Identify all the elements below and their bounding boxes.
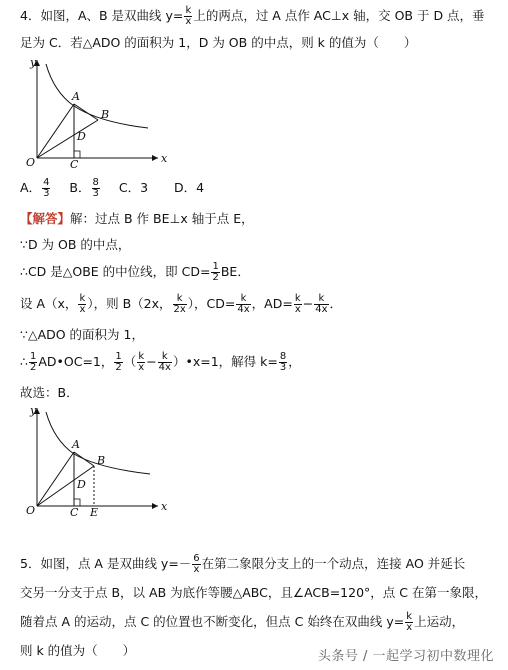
solution-line5: ∵△ADO 的面积为 1， xyxy=(20,327,144,342)
q4-figure xyxy=(18,56,168,168)
label-c: C xyxy=(70,506,79,516)
solution-line7: 故选：B． xyxy=(20,385,79,400)
solution-figure xyxy=(18,404,168,516)
label-x: x xyxy=(161,500,168,513)
solution-line1: 【解答】解：过点 B 作 BE⊥x 轴于点 E， xyxy=(20,211,254,226)
option-c: C．3 xyxy=(118,180,149,195)
label-d: D xyxy=(77,130,86,143)
label-x: x xyxy=(161,152,168,165)
q5-line4: 则 k 的值为（ ） xyxy=(20,643,136,658)
q4-line2: 足为 C．若△ADO 的面积为 1，D 为 OB 的中点，则 k 的值为（ ） xyxy=(20,35,417,50)
label-y: y xyxy=(30,404,37,417)
watermark: 头条号 / 一起学习初中数理化 xyxy=(317,649,494,664)
q5-line2: 交另一分支于点 B，以 AB 为底作等腰△ABC，且∠ACB=120°，点 C 在第一象限， xyxy=(20,585,487,600)
fraction-k-over-x: $\frac{k}{x}$ xyxy=(185,5,192,27)
solution-line2: ∵D 为 OB 的中点， xyxy=(20,237,131,252)
label-o: O xyxy=(26,504,36,516)
solution-line6: ∴ $\frac{1}{2}$ AD•OC=1， $\frac{1}{2}$ （ $\frac{k}{x}$ − $\frac{k}{4x}$ ）•x=1，解得 k= $\frac{8}{3}$ ， xyxy=(20,351,301,373)
label-o: O xyxy=(26,156,36,168)
solution-line3: ∴CD 是△OBE 的中位线，即 CD= $\frac{1}{2}$ BE． xyxy=(20,261,250,283)
label-d: D xyxy=(77,478,86,491)
label-b: B xyxy=(97,454,106,467)
q5-line3: 随着点 A 的运动，点 C 的位置也不断变化，但点 C 始终在双曲线 y= $\frac{k}{x}$ 上运动， xyxy=(20,611,465,633)
option-d: D．4 xyxy=(174,180,205,195)
option-a-fraction: $\frac{4}{3}$ xyxy=(43,177,50,199)
label-c: C xyxy=(70,158,79,168)
fraction-6-over-x: $\frac{6}{x}$ xyxy=(193,553,200,575)
solution-line4: 设 A（x， $\frac{k}{x}$ ），则 B（2x， $\frac{k}{2x}$ ），CD= $\frac{k}{4x}$ ，AD= $\frac{k}{x}$ − $\frac{k}{4x}$ ． xyxy=(20,293,343,315)
label-b: B xyxy=(101,108,110,121)
label-e: E xyxy=(90,506,99,516)
label-a: A xyxy=(72,90,80,103)
solution-tag: 【解答】 xyxy=(20,211,71,226)
q4-text: 4．如图，A、B 是双曲线 y= xyxy=(20,8,184,23)
label-y: y xyxy=(30,56,37,69)
option-b-fraction: $\frac{8}{3}$ xyxy=(92,177,99,199)
q4-options: A． $\frac{4}{3}$ B． $\frac{8}{3}$ C．3 D．4 xyxy=(20,177,205,199)
q4-text: 上的两点，过 A 点作 AC⊥x 轴，交 OB 于 D 点，垂 xyxy=(193,8,485,23)
q4-line1 xyxy=(20,6,485,27)
label-a: A xyxy=(72,438,80,451)
q5-line1: 5．如图，点 A 是双曲线 y=－ $\frac{6}{x}$ 在第二象限分支上的一个动点，连接 AO 并延长 xyxy=(20,553,466,575)
